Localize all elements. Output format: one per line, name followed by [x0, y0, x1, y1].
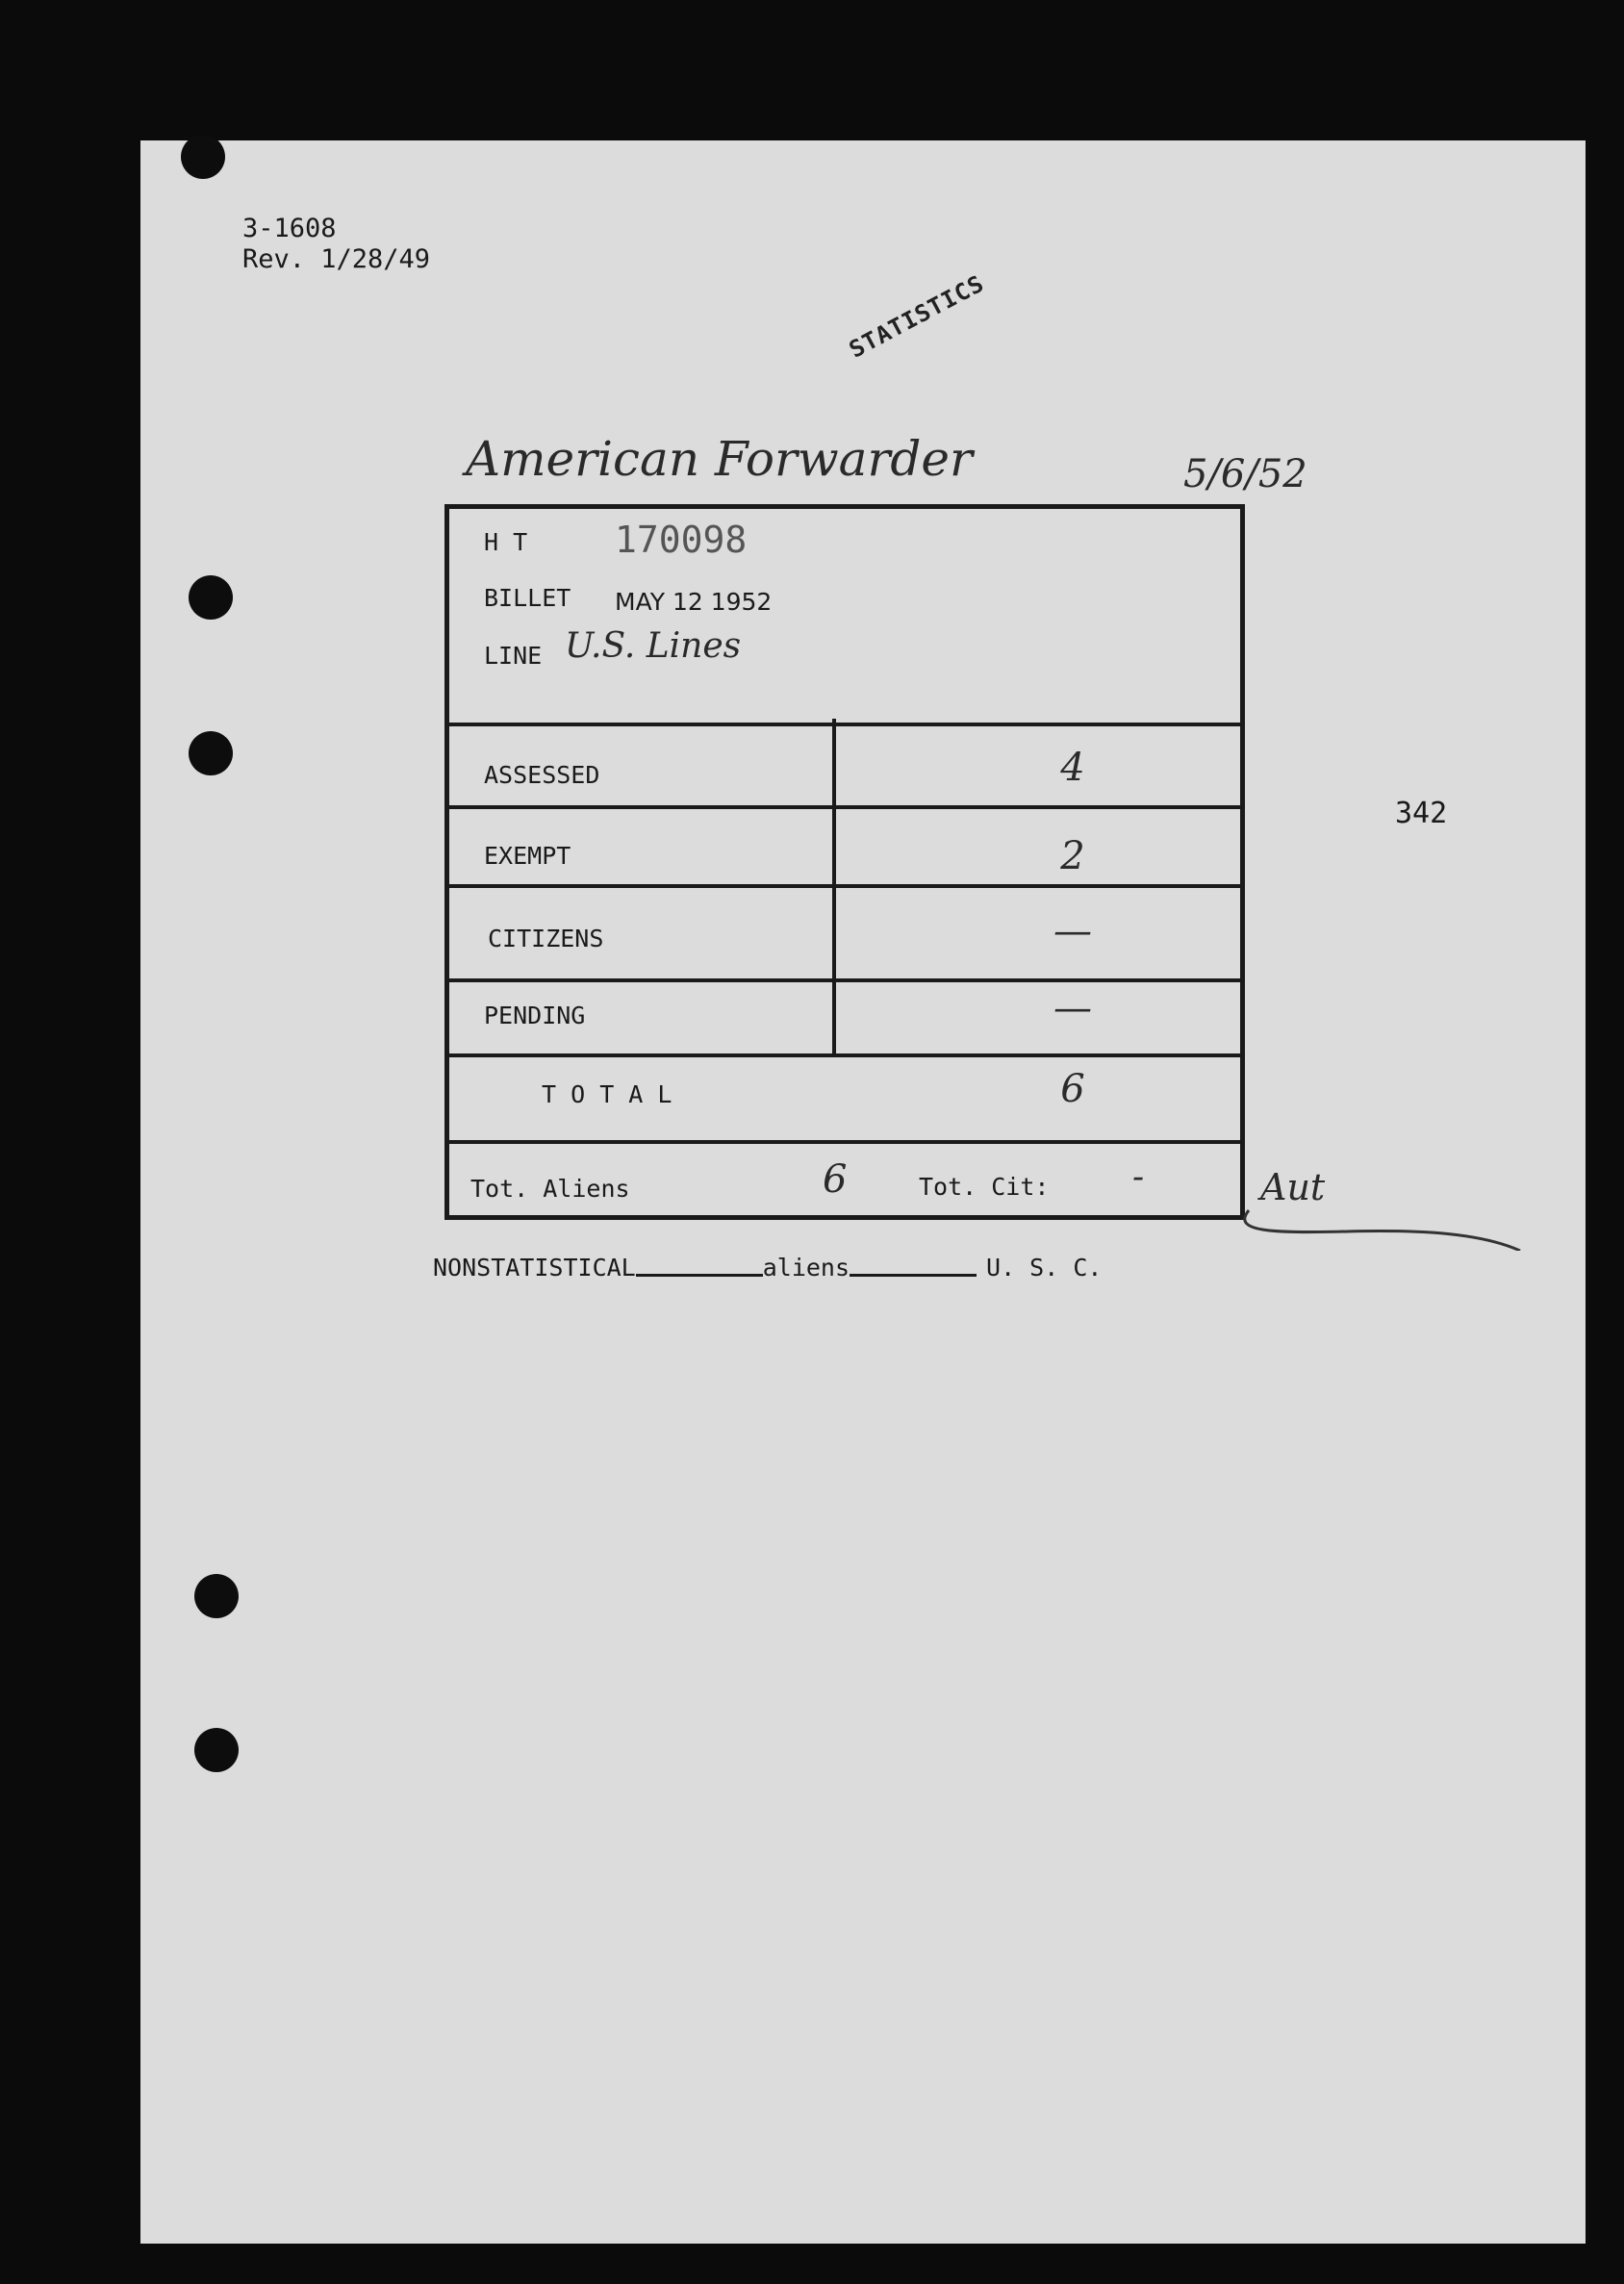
divider [449, 978, 1240, 982]
exempt-label: EXEMPT [484, 842, 571, 870]
total-value: 6 [1060, 1067, 1085, 1111]
punch-hole [189, 575, 233, 620]
divider [449, 884, 1240, 888]
line-label: LINE [484, 642, 543, 670]
aliens-label: aliens [762, 1254, 850, 1282]
ht-label: H T [484, 528, 528, 556]
initials-handwritten: Aut [1260, 1166, 1326, 1208]
billet-date-stamp: MAY 12 1952 [615, 588, 773, 616]
pending-value: — [1053, 986, 1092, 1030]
punch-hole [181, 135, 225, 179]
divider [449, 805, 1240, 809]
citizens-label: CITIZENS [488, 925, 604, 952]
date-handwritten: 5/6/52 [1183, 452, 1307, 496]
company-name-handwritten: American Forwarder [466, 431, 973, 487]
total-citizens-label: Tot. Cit: [919, 1173, 1050, 1201]
divider [449, 1140, 1240, 1144]
underline-blank [850, 1262, 977, 1277]
assessed-value: 4 [1060, 746, 1085, 790]
form-number: 3-1608 Rev. 1/28/49 [242, 214, 431, 274]
nonstatistical-line [433, 1254, 1102, 1282]
statistics-form-box [444, 504, 1245, 1220]
nonstatistical-label: NONSTATISTICAL [433, 1254, 636, 1282]
total-label: T O T A L [542, 1080, 672, 1108]
exempt-value: 2 [1060, 834, 1085, 878]
punch-hole [194, 1574, 239, 1618]
total-citizens-value: - [1132, 1157, 1145, 1197]
divider [449, 1053, 1240, 1057]
punch-hole [194, 1728, 239, 1772]
total-aliens-value: 6 [823, 1157, 848, 1202]
punch-hole [189, 731, 233, 775]
statistics-stamp: STATISTICS [845, 269, 989, 364]
assessed-label: ASSESSED [484, 761, 600, 789]
ht-number: 170098 [615, 519, 748, 561]
citizens-value: — [1053, 909, 1092, 953]
initials-flourish [1231, 1164, 1530, 1251]
divider [449, 723, 1240, 726]
page-number: 342 [1395, 797, 1448, 830]
total-aliens-label: Tot. Aliens [470, 1175, 630, 1203]
underline-blank [636, 1262, 763, 1277]
billet-label: BILLET [484, 584, 571, 612]
column-divider [832, 719, 836, 1055]
usc-label: U. S. C. [986, 1254, 1103, 1282]
pending-label: PENDING [484, 1002, 586, 1029]
line-value-handwritten: U.S. Lines [565, 626, 742, 666]
